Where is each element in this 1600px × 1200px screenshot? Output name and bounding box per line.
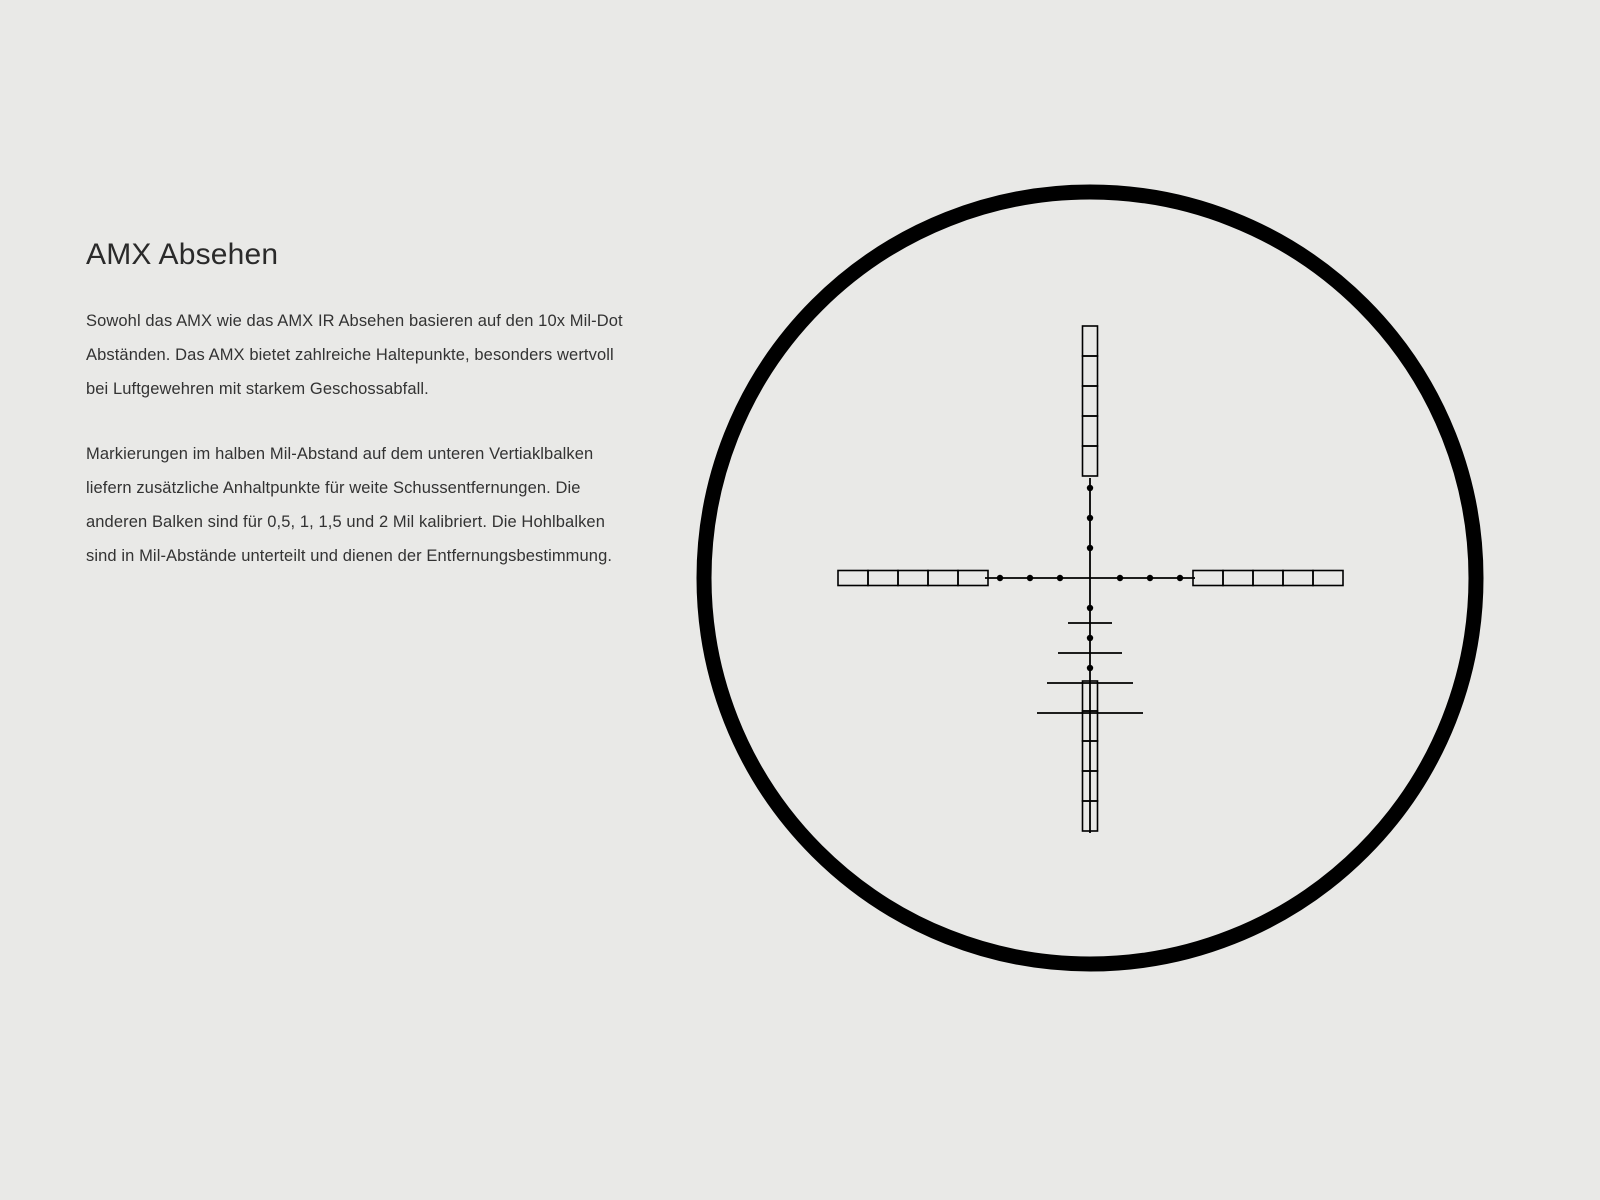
- amx-reticle-diagram: [690, 178, 1490, 978]
- text-panel: [86, 238, 626, 574]
- hollow-bar-left: [838, 571, 988, 586]
- page-title: AMX Absehen: [86, 238, 279, 271]
- hollow-bar-right: [1193, 571, 1343, 586]
- reticle-figure: [690, 178, 1490, 978]
- hollow-bar-top: [1083, 326, 1098, 476]
- description-paragraph-2: Markierungen im halben Mil-Abstand auf dem unteren Vertiaklbalken liefern zusätzliche Anhaltpunkte für weite Schussentfernungen. Die anderen Balken sind für 0,5, 1, 1,5 und 2 Mil kalibriert. Die Hohlbalken sind in Mil-Abstände unterteilt und dienen der Entfernungsbestimmung.: [86, 445, 613, 565]
- description-paragraph-1: Sowohl das AMX wie das AMX IR Absehen basieren auf den 10x Mil-Dot Abständen. Das AMX bietet zahlreiche Haltepunkte, besonders wertvoll bei Luftgewehren mit starkem Geschossabfall.: [86, 312, 623, 398]
